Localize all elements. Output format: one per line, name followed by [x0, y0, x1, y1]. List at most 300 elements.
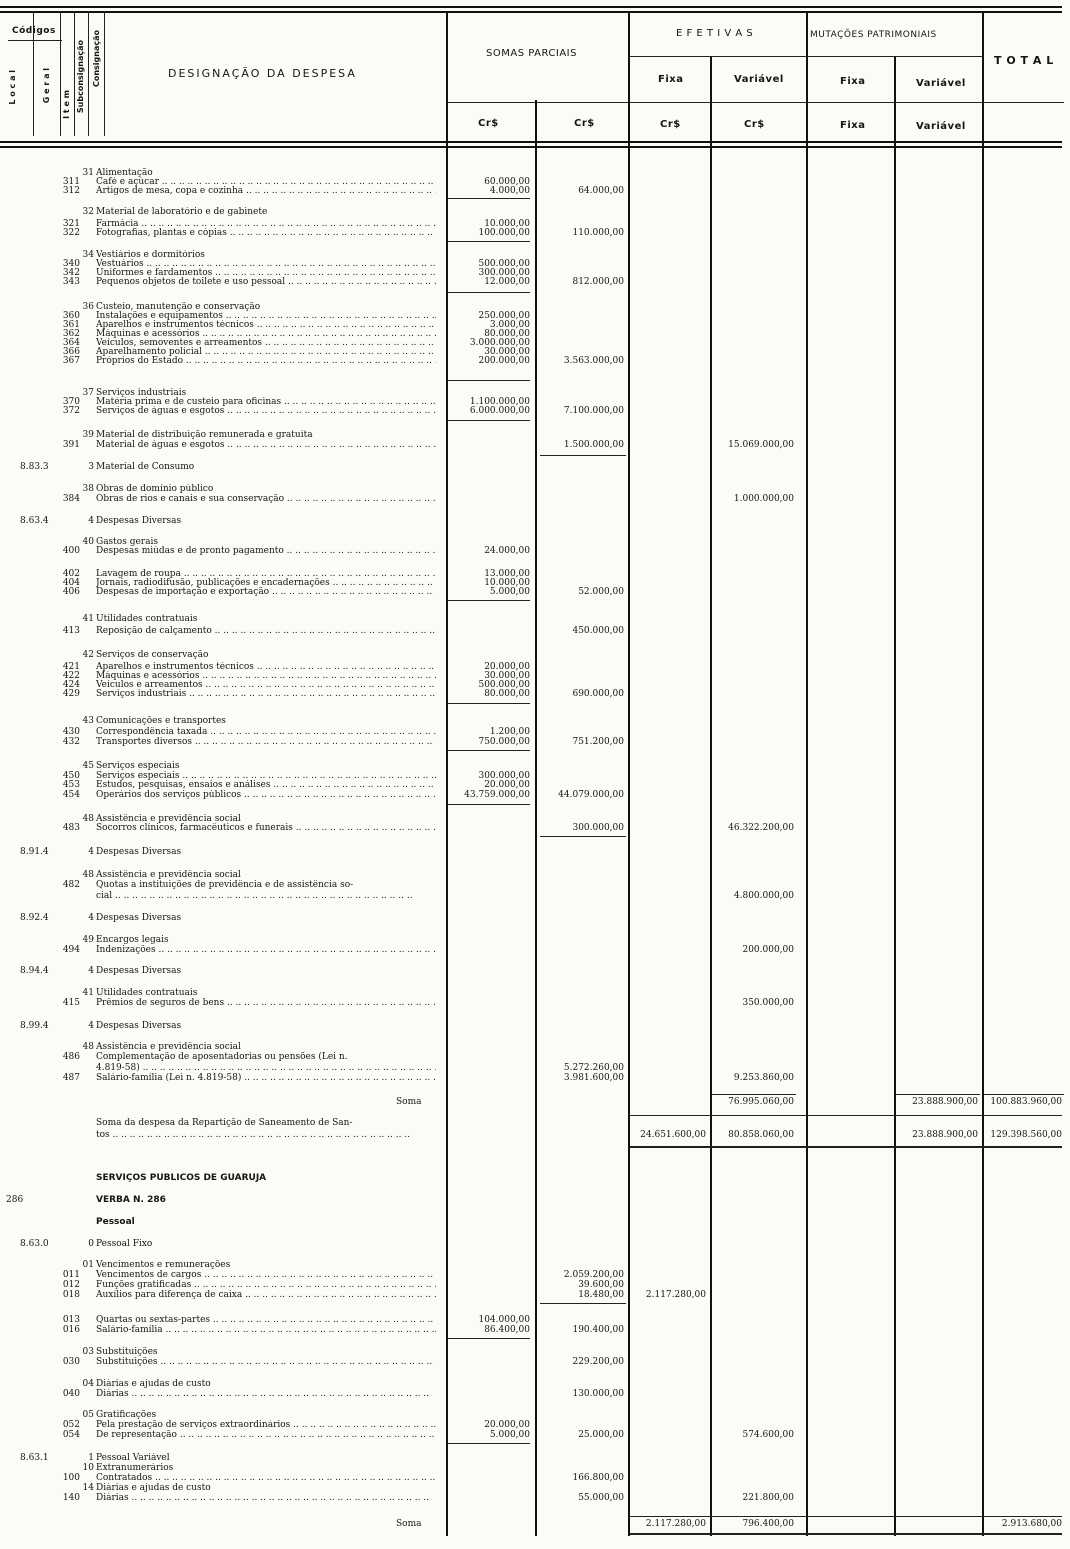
somas-parciais-1: 300.000,00	[478, 268, 530, 278]
col-rule-consig	[104, 11, 105, 136]
expense-description: Quartas ou sextas-partes .. ..	[96, 1315, 436, 1326]
expense-description: Artigos de mesa, copa e cozinha .. ..	[96, 186, 436, 197]
account-code: 8.83.3	[20, 462, 49, 472]
col-rule-sub	[88, 11, 89, 136]
somas-parciais-2: 3.563.000,00	[563, 356, 624, 366]
subconsignacao-code: 32	[82, 207, 94, 217]
expense-description: Material de águas e esgotos .. ..	[96, 440, 436, 451]
expense-description: Despesas Diversas	[96, 1021, 182, 1031]
somas-parciais-2: 25.000,00	[578, 1430, 624, 1440]
header-subrule-total	[984, 102, 1064, 103]
expense-description: Utilidades contratuais	[96, 614, 198, 624]
subconsignacao-code: 4	[88, 913, 94, 923]
item-code: 140	[62, 1493, 80, 1503]
expense-description: Aparelhos e instrumentos técnicos .. ..	[96, 662, 436, 673]
budget-row	[0, 1325, 1070, 1336]
header-designacao: DESIGNAÇÃO DA DESPESA	[168, 67, 357, 80]
expense-description: Comunicações e transportes	[96, 716, 226, 726]
expense-description: Uniformes e fardamentos .. ..	[96, 268, 436, 279]
item-code: 312	[62, 186, 80, 196]
item-code: 342	[62, 268, 80, 278]
budget-row	[0, 494, 1070, 505]
expense-description: Diárias e ajudas de custo	[96, 1379, 211, 1389]
somas-parciais-2: 690.000,00	[572, 689, 624, 699]
item-code: 321	[62, 219, 80, 229]
subconsignacao-code: 40	[82, 537, 94, 547]
header-mut-fixa-2: Fixa	[840, 120, 866, 131]
subtotal-rule	[630, 1146, 1062, 1148]
expense-description: Despesas Diversas	[96, 913, 182, 923]
expense-description: Auxílios para diferença de caixa .. ..	[96, 1290, 436, 1301]
somas-parciais-1: 1.200,00	[489, 727, 530, 737]
somas-parciais-2: 110.000,00	[572, 228, 624, 238]
somas-parciais-1: 30.000,00	[484, 347, 530, 357]
subtotal-rule	[448, 1338, 530, 1339]
somas-parciais-2: 450.000,00	[572, 626, 624, 636]
expense-description: Diárias e ajudas de custo	[96, 1483, 211, 1493]
budget-row	[0, 277, 1070, 288]
somas-parciais-1: 13.000,00	[484, 569, 530, 579]
somas-parciais-2: 55.000,00	[578, 1493, 624, 1503]
expense-description: Vencimentos e remunerações	[96, 1260, 231, 1270]
item-code: 016	[62, 1325, 80, 1335]
item-code: 364	[62, 338, 80, 348]
item-code: 343	[62, 277, 80, 287]
header-codigos: Códigos	[12, 26, 56, 36]
expense-description: Vestiários e dormitórios	[96, 250, 205, 260]
somas-parciais-2: 7.100.000,00	[563, 406, 624, 416]
item-code: 406	[62, 587, 80, 597]
expense-description: Soma da despesa da Repartição de Saneamento de San-	[96, 1118, 353, 1128]
somas-parciais-1: 300.000,00	[478, 771, 530, 781]
item-code: 361	[62, 320, 80, 330]
budget-row	[0, 1052, 1070, 1063]
header-mutacoes-fixa: Fixa	[840, 76, 866, 87]
expense-description: Estudos, pesquisas, ensaios e análises .. ..	[96, 780, 436, 791]
budget-row	[0, 891, 1070, 902]
efetivas-variavel: 9.253.860,00	[733, 1073, 794, 1083]
somas-parciais-1: 3.000,00	[489, 320, 530, 330]
subconsignacao-code: 4	[88, 516, 94, 526]
expense-description: Café e açúcar .. ..	[96, 177, 436, 188]
item-code: 362	[62, 329, 80, 339]
expense-description: Vencimentos de cargos .. ..	[96, 1270, 436, 1281]
item-code: 372	[62, 406, 80, 416]
budget-row	[0, 440, 1070, 451]
expense-description: Despesas de importação e exportação .. ..	[96, 587, 436, 598]
item-code: 013	[62, 1315, 80, 1325]
subconsignacao-code: 14	[82, 1483, 94, 1493]
budget-row	[0, 462, 1070, 473]
header-top-rule-2	[0, 11, 1062, 13]
expense-description: Máquinas e acessórios .. ..	[96, 671, 436, 682]
subconsignacao-code: 48	[82, 1042, 94, 1052]
subconsignacao-code: 4	[88, 847, 94, 857]
efetivas-fixa: 2.117.280,00	[645, 1290, 706, 1300]
mutacoes-variavel: 23.888.900,00	[912, 1130, 978, 1140]
item-code: 100	[62, 1473, 80, 1483]
soma-label: Soma	[396, 1097, 422, 1107]
expense-description: Diárias .. ..	[96, 1389, 436, 1400]
expense-description: Complementação de aposentadorias ou pensões (Lei n.	[96, 1052, 348, 1062]
item-code: 018	[62, 1290, 80, 1300]
subconsignacao-code: 39	[82, 430, 94, 440]
subtotal-rule	[448, 750, 530, 751]
somas-parciais-1: 12.000,00	[484, 277, 530, 287]
subconsignacao-code: 01	[82, 1260, 94, 1270]
somas-parciais-1: 5.000,00	[489, 1430, 530, 1440]
efetivas-variavel: 221.800,00	[742, 1493, 794, 1503]
somas-parciais-1: 86.400,00	[484, 1325, 530, 1335]
budget-row	[0, 1239, 1070, 1250]
expense-description: Assistência e previdência social	[96, 1042, 241, 1052]
budget-row	[0, 186, 1070, 197]
efetivas-fixa: 24.651.600,00	[640, 1130, 706, 1140]
item-code: 454	[62, 790, 80, 800]
subconsignacao-code: 45	[82, 761, 94, 771]
subconsignacao-code: 49	[82, 935, 94, 945]
efetivas-fixa: 2.117.280,00	[645, 1519, 706, 1529]
subtotal-rule	[540, 455, 626, 456]
account-code: 8.63.1	[20, 1453, 49, 1463]
expense-description: Material de distribuição remunerada e gratuita	[96, 430, 313, 440]
budget-row	[0, 1290, 1070, 1301]
expense-description: Alimentação	[96, 168, 153, 178]
budget-row	[0, 1493, 1070, 1504]
header-geral: G e r a l	[42, 68, 51, 104]
expense-description: Diárias .. ..	[96, 1493, 436, 1504]
header-crs-2: Cr$	[574, 118, 595, 129]
expense-description: SERVIÇOS PÚBLICOS DE GUARUJÁ	[96, 1173, 267, 1183]
item-code: 404	[62, 578, 80, 588]
budget-row	[0, 516, 1070, 527]
efetivas-variavel: 80.858.060,00	[728, 1130, 794, 1140]
subconsignacao-code: 43	[82, 716, 94, 726]
somas-parciais-2: 39.600,00	[578, 1280, 624, 1290]
expense-description: Serviços industriais	[96, 388, 187, 398]
header-efetivas: E F E T I V A S	[676, 28, 754, 39]
budget-row	[0, 207, 1070, 218]
subconsignacao-code: 31	[82, 168, 94, 178]
item-code: 430	[62, 727, 80, 737]
subconsignacao-code: 4	[88, 1021, 94, 1031]
subconsignacao-code: 38	[82, 484, 94, 494]
mutacoes-variavel: 23.888.900,00	[912, 1097, 978, 1107]
expense-description: Pessoal	[96, 1217, 135, 1227]
expense-description: Gastos gerais	[96, 537, 158, 547]
budget-row	[0, 1130, 1070, 1141]
col-rule-geral	[60, 11, 61, 136]
expense-description: Assistência e previdência social	[96, 814, 241, 824]
subtotal-rule	[448, 380, 530, 381]
header-mut-variavel-2: Variável	[916, 121, 966, 132]
somas-parciais-2: 812.000,00	[572, 277, 624, 287]
item-code: 370	[62, 397, 80, 407]
expense-description: tos .. ..	[96, 1130, 436, 1141]
header-efetivas-fixa: Fixa	[658, 74, 684, 85]
subconsignacao-code: 41	[82, 614, 94, 624]
expense-description: Serviços especiais .. ..	[96, 771, 436, 782]
subtotal-rule	[896, 1094, 980, 1095]
subtotal-rule	[448, 804, 530, 805]
item-code: 040	[62, 1389, 80, 1399]
budget-row	[0, 650, 1070, 661]
total-value: 2.913.680,00	[1001, 1519, 1062, 1529]
subconsignacao-code: 36	[82, 302, 94, 312]
subconsignacao-code: 48	[82, 870, 94, 880]
subtotal-rule	[712, 1094, 796, 1095]
item-code: 486	[62, 1052, 80, 1062]
subtotal-rule	[448, 420, 530, 421]
expense-description: Farmácia .. ..	[96, 219, 436, 230]
subtotal-rule	[540, 1303, 626, 1304]
budget-row	[0, 1097, 1070, 1108]
budget-row	[0, 1173, 1070, 1184]
subconsignacao-code: 48	[82, 814, 94, 824]
item-code: 450	[62, 771, 80, 781]
expense-description: Serviços especiais	[96, 761, 180, 771]
efetivas-variavel: 350.000,00	[742, 998, 794, 1008]
item-code: 402	[62, 569, 80, 579]
expense-description: Serviços de águas e esgotos .. ..	[96, 406, 436, 417]
col-rule-item	[74, 11, 75, 136]
header-item: I t e m	[62, 90, 71, 119]
expense-description: Gratificações	[96, 1410, 157, 1420]
somas-parciais-1: 43.759.000,00	[464, 790, 530, 800]
expense-description: Salário-família .. ..	[96, 1325, 436, 1336]
expense-description: Reposição de calçamento .. ..	[96, 626, 436, 637]
somas-parciais-2: 300.000,00	[572, 823, 624, 833]
item-code: 494	[62, 945, 80, 955]
soma-label: Soma	[396, 1519, 422, 1529]
somas-parciais-1: 20.000,00	[484, 662, 530, 672]
expense-description: De representação .. ..	[96, 1430, 436, 1441]
somas-parciais-1: 1.100.000,00	[469, 397, 530, 407]
header-crs-1: Cr$	[478, 118, 499, 129]
budget-row	[0, 1217, 1070, 1228]
subtotal-rule	[630, 1533, 1062, 1535]
somas-parciais-1: 30.000,00	[484, 671, 530, 681]
expense-description: Despesas Diversas	[96, 847, 182, 857]
somas-parciais-2: 190.400,00	[572, 1325, 624, 1335]
expense-description: Contratados .. ..	[96, 1473, 436, 1484]
header-crs-3: Cr$	[660, 119, 681, 130]
expense-description: Próprios do Estado .. ..	[96, 356, 436, 367]
expense-description: cial .. ..	[96, 891, 436, 902]
subtotal-rule	[448, 600, 530, 601]
budget-row	[0, 1118, 1070, 1129]
item-code: 030	[62, 1357, 80, 1367]
item-code: 384	[62, 494, 80, 504]
expense-description: Despesas Diversas	[96, 516, 182, 526]
expense-description: Correspondência taxada .. ..	[96, 727, 436, 738]
budget-row	[0, 1195, 1070, 1206]
budget-row	[0, 1389, 1070, 1400]
expense-description: Vestuários .. ..	[96, 259, 436, 270]
header-bottom-rule-2	[0, 146, 1062, 148]
account-code: 8.63.4	[20, 516, 49, 526]
budget-row	[0, 945, 1070, 956]
item-code: 360	[62, 311, 80, 321]
budget-row	[0, 1519, 1070, 1530]
item-code: 413	[62, 626, 80, 636]
item-code: 453	[62, 780, 80, 790]
header-top-rule	[0, 6, 1062, 8]
header-crs-4: Cr$	[744, 119, 765, 130]
expense-description: Prêmios de seguros de bens .. ..	[96, 998, 436, 1009]
total-value: 100.883.960,00	[990, 1097, 1062, 1107]
subconsignacao-code: 42	[82, 650, 94, 660]
expense-description: Transportes diversos .. ..	[96, 737, 436, 748]
somas-parciais-2: 751.200,00	[572, 737, 624, 747]
item-code: 012	[62, 1280, 80, 1290]
budget-row	[0, 737, 1070, 748]
subconsignacao-code: 37	[82, 388, 94, 398]
header-total: T O T A L	[994, 54, 1054, 67]
verba-code: 286	[6, 1195, 24, 1205]
somas-parciais-1: 20.000,00	[484, 780, 530, 790]
expense-description: Encargos legais	[96, 935, 169, 945]
somas-parciais-2: 52.000,00	[578, 587, 624, 597]
expense-description: Matéria prima e de custeio para oficinas .. ..	[96, 397, 436, 408]
expense-description: Despesas miúdas e de pronto pagamento .. ..	[96, 546, 436, 557]
header-consignacao: Consignação	[92, 30, 101, 88]
subtotal-rule	[448, 1443, 530, 1444]
budget-row	[0, 406, 1070, 417]
budget-row	[0, 913, 1070, 924]
budget-row	[0, 626, 1070, 637]
item-code: 340	[62, 259, 80, 269]
expense-description: Quotas a instituições de previdência e de assistência so-	[96, 880, 354, 890]
budget-row	[0, 614, 1070, 625]
account-code: 8.94.4	[20, 966, 49, 976]
item-code: 429	[62, 689, 80, 699]
expense-description: Serviços industriais .. ..	[96, 689, 436, 700]
somas-parciais-2: 1.500.000,00	[563, 440, 624, 450]
somas-parciais-2: 166.800,00	[572, 1473, 624, 1483]
item-code: 011	[62, 1270, 80, 1280]
item-code: 482	[62, 880, 80, 890]
item-code: 487	[62, 1073, 80, 1083]
expense-description: Material de laboratório e de gabinete	[96, 207, 268, 217]
subconsignacao-code: 1	[88, 1453, 94, 1463]
efetivas-variavel: 574.600,00	[742, 1430, 794, 1440]
expense-description: Salário-família (Lei n. 4.819-58) .. ..	[96, 1073, 436, 1084]
efetivas-variavel: 4.800.000,00	[733, 891, 794, 901]
expense-description: Socorros clínicos, farmacêuticos e funerais .. ..	[96, 823, 436, 834]
somas-parciais-1: 60.000,00	[484, 177, 530, 187]
item-code: 415	[62, 998, 80, 1008]
subconsignacao-code: 04	[82, 1379, 94, 1389]
somas-parciais-1: 104.000,00	[478, 1315, 530, 1325]
somas-parciais-1: 20.000,00	[484, 1420, 530, 1430]
account-code: 8.63.0	[20, 1239, 49, 1249]
somas-parciais-1: 250.000,00	[478, 311, 530, 321]
expense-description: Utilidades contratuais	[96, 988, 198, 998]
somas-parciais-1: 500.000,00	[478, 259, 530, 269]
somas-parciais-1: 500.000,00	[478, 680, 530, 690]
budget-row	[0, 546, 1070, 557]
expense-description: Máquinas e acessórios .. ..	[96, 329, 436, 340]
expense-description: 4.819-58) .. ..	[96, 1063, 436, 1074]
header-subrule-codigos	[8, 40, 62, 41]
item-code: 367	[62, 356, 80, 366]
item-code: 483	[62, 823, 80, 833]
subconsignacao-code: 41	[82, 988, 94, 998]
total-value: 129.398.560,00	[990, 1130, 1062, 1140]
item-code: 054	[62, 1430, 80, 1440]
expense-description: Substituições .. ..	[96, 1357, 436, 1368]
expense-description: Veículos, semoventes e arreamentos .. ..	[96, 338, 436, 349]
somas-parciais-1: 200.000,00	[478, 356, 530, 366]
subtotal-rule	[448, 292, 530, 293]
item-code: 424	[62, 680, 80, 690]
item-code: 421	[62, 662, 80, 672]
item-code: 366	[62, 347, 80, 357]
expense-description: Extranumerários	[96, 1463, 174, 1473]
item-code: 400	[62, 546, 80, 556]
expense-description: Instalações e equipamentos .. ..	[96, 311, 436, 322]
somas-parciais-2: 44.079.000,00	[558, 790, 624, 800]
budget-row	[0, 966, 1070, 977]
somas-parciais-1: 10.000,00	[484, 578, 530, 588]
somas-parciais-2: 3.981.600,00	[563, 1073, 624, 1083]
expense-description: Lavagem de roupa .. ..	[96, 569, 436, 580]
budget-row	[0, 587, 1070, 598]
subconsignacao-code: 05	[82, 1410, 94, 1420]
expense-description: Veículos e arreamentos .. ..	[96, 680, 436, 691]
account-code: 8.92.4	[20, 913, 49, 923]
expense-description: Despesas Diversas	[96, 966, 182, 976]
expense-description: Obras de domínio público	[96, 484, 214, 494]
budget-row	[0, 790, 1070, 801]
somas-parciais-2: 130.000,00	[572, 1389, 624, 1399]
expense-description: Pessoal Variável	[96, 1453, 170, 1463]
item-code: 391	[62, 440, 80, 450]
subtotal-rule	[984, 1094, 1064, 1095]
somas-parciais-1: 100.000,00	[478, 228, 530, 238]
somas-parciais-1: 10.000,00	[484, 219, 530, 229]
subconsignacao-code: 34	[82, 250, 94, 260]
budget-row	[0, 1073, 1070, 1084]
subtotal-rule	[540, 836, 626, 837]
subconsignacao-code: 0	[88, 1239, 94, 1249]
budget-row	[0, 1430, 1070, 1441]
header-mutacoes-variavel: Variável	[916, 78, 966, 89]
expense-description: VERBA N. 286	[96, 1195, 166, 1205]
somas-parciais-1: 24.000,00	[484, 546, 530, 556]
budget-row	[0, 689, 1070, 700]
header-subconsignacao: Subconsignação	[76, 40, 85, 114]
expense-description: Jornais, radiodifusão, publicações e encadernações .. ..	[96, 578, 436, 589]
item-code: 052	[62, 1420, 80, 1430]
subtotal-rule	[448, 703, 530, 704]
subconsignacao-code: 03	[82, 1347, 94, 1357]
header-subrule-crs	[446, 102, 982, 103]
efetivas-variavel: 15.069.000,00	[728, 440, 794, 450]
somas-parciais-1: 80.000,00	[484, 689, 530, 699]
expense-description: Indenizações .. ..	[96, 945, 436, 956]
header-local: L o c a l	[8, 70, 17, 105]
somas-parciais-2: 5.272.260,00	[563, 1063, 624, 1073]
budget-row	[0, 847, 1070, 858]
subtotal-rule	[448, 198, 530, 199]
item-code: 422	[62, 671, 80, 681]
expense-description: Substituições	[96, 1347, 158, 1357]
expense-description: Pessoal Fixo	[96, 1239, 153, 1249]
account-code: 8.99.4	[20, 1021, 49, 1031]
expense-description: Custeio, manutenção e conservação	[96, 302, 261, 312]
